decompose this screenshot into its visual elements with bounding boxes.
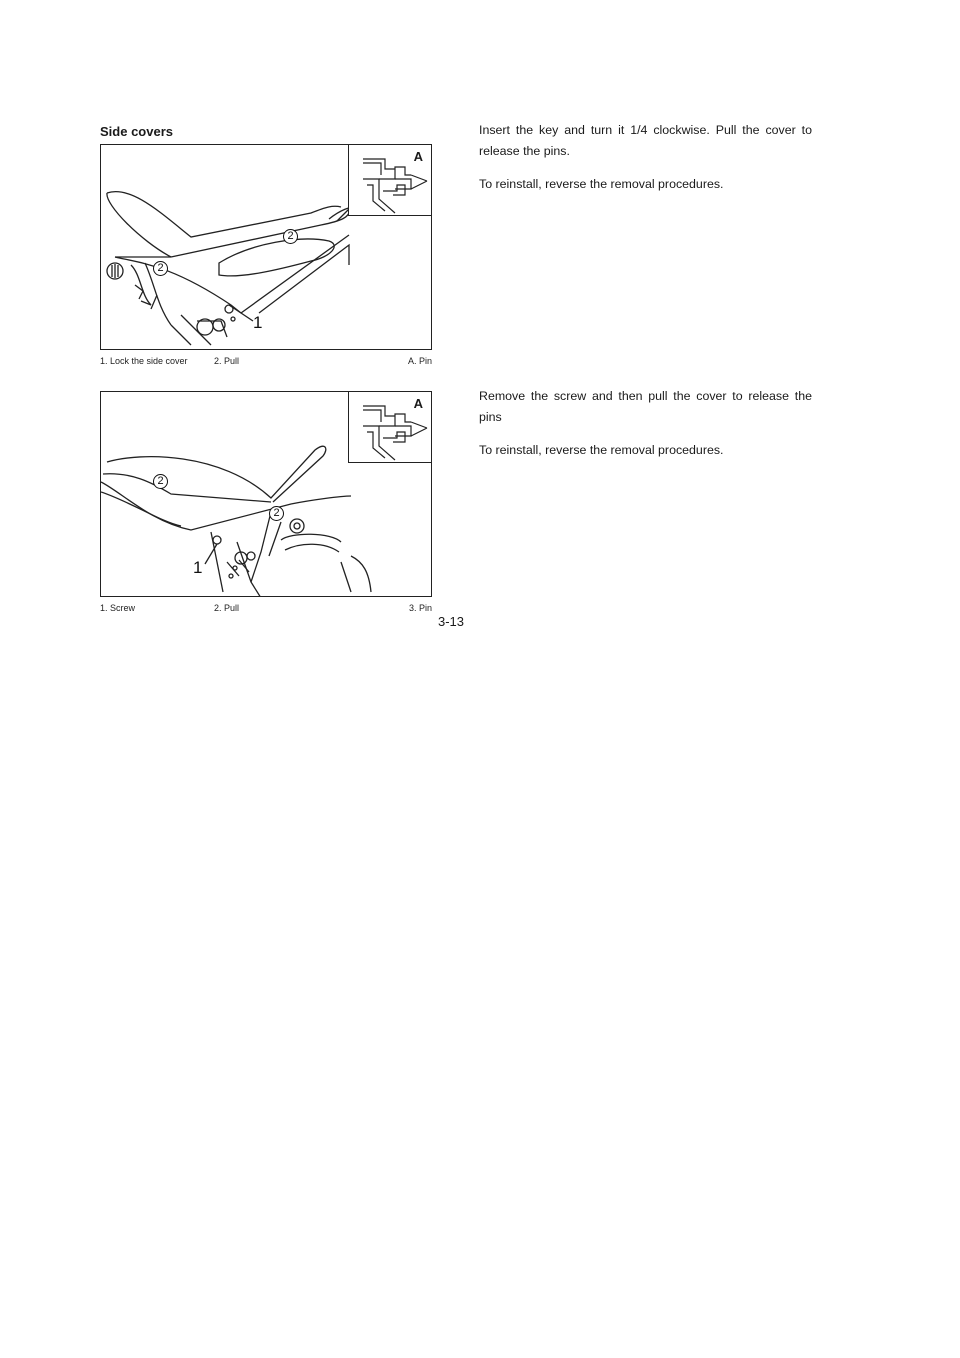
figure2-caption [100,603,432,617]
inset-pin-detail [348,144,432,216]
callout-pull-1: 2 [153,474,168,489]
inset-letter: A [413,396,423,411]
callout-screw: 1 [193,558,203,577]
reinstall-paragraph: To reinstall, reverse the removal procedures. [479,177,724,191]
instruction-paragraph: Remove the screw and then pull the cover to release the pins [479,389,812,424]
caption-item-3: 3. Pin [408,603,432,613]
callout-lock: 1 [253,313,263,332]
caption-item-1: 1. Screw [100,603,136,613]
caption-item-2: 2. Pull [214,356,240,366]
inset-pin-detail [348,391,432,463]
caption-item-2: 2. Pull [214,603,240,613]
section-title: Side covers [100,124,173,139]
caption-item-3: A. Pin [407,356,432,366]
instruction-block-1 [479,120,812,207]
callout-pull-2: 2 [153,261,168,276]
inset-letter: A [413,149,423,164]
figure-side-cover-screw [100,391,432,597]
figure1-caption [100,356,432,370]
caption-item-1: 1. Lock the side cover [100,356,188,366]
instruction-block-2 [479,386,812,473]
page-number: 3-13 [438,614,465,629]
instruction-paragraph: Insert the key and turn it 1/4 clockwise. Pull the cover to release the pins. [479,123,812,158]
reinstall-paragraph: To reinstall, reverse the removal procedures. [479,443,724,457]
callout-pull-1: 2 [283,229,298,244]
figure-side-cover-lock [100,144,432,350]
callout-pull-2: 2 [269,506,284,521]
